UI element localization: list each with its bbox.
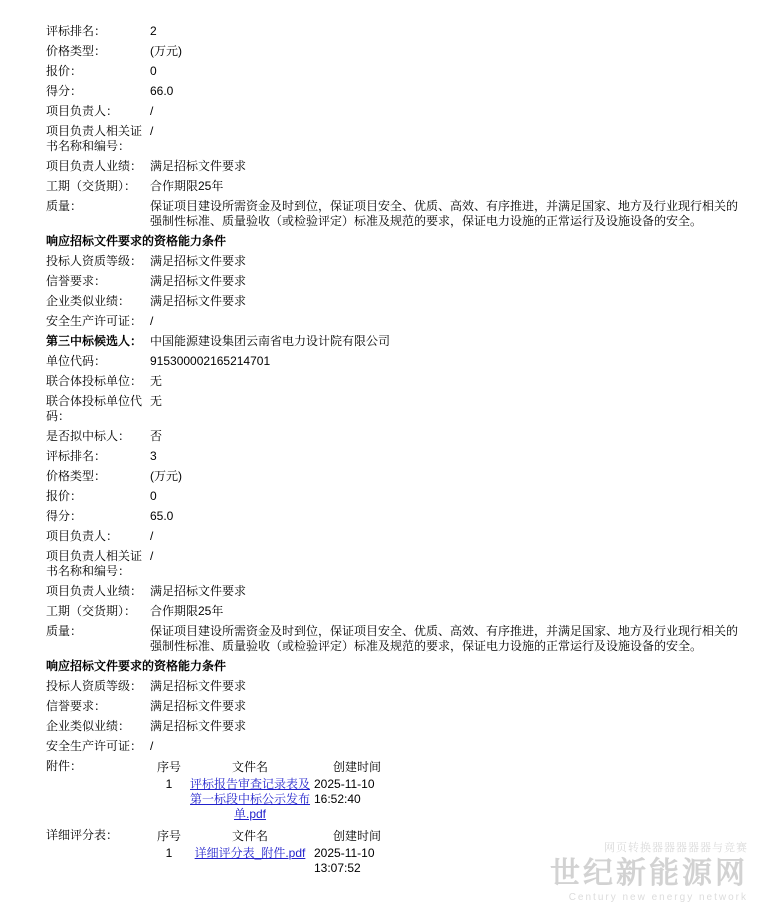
row-value: 保证项目建设所需资金及时到位，保证项目安全、优质、高效、有序推进，并满足国家、地方及行业现行相关的强制性标准、质量验收（或检验评定）标准及规范的要求，保证电力设施的正常运行及设施设备的安全。	[150, 624, 739, 653]
table-row-section-title	[46, 232, 746, 252]
table-row	[46, 272, 746, 292]
row-value: 满足招标文件要求	[150, 699, 247, 713]
row-label: 信誉要求：	[46, 699, 107, 713]
score-sheet-col-created: 创建时间	[332, 829, 381, 843]
score-sheet-header-row	[150, 828, 402, 845]
attachment-header-row	[150, 759, 402, 776]
table-row	[46, 527, 746, 547]
attachment-label: 附件：	[46, 759, 83, 773]
table-row	[46, 122, 746, 157]
row-label: 联合体投标单位代码：	[46, 394, 143, 423]
watermark-main-text: 世纪新能源网	[550, 857, 748, 890]
score-sheet-row-no: 1	[165, 846, 173, 860]
row-value: 2	[150, 24, 157, 38]
attachment-data-row	[150, 776, 402, 823]
row-value: 满足招标文件要求	[150, 254, 247, 268]
row-label: 安全生产许可证：	[46, 739, 143, 753]
row-value: /	[150, 529, 154, 543]
table-row	[46, 582, 746, 602]
row-value: 合作期限25年	[150, 604, 224, 618]
table-row	[46, 22, 746, 42]
row-label: 投标人资质等级：	[46, 679, 143, 693]
row-label: 质量：	[46, 624, 83, 638]
bid-candidate-details-table	[46, 22, 746, 880]
attachment-row-no: 1	[165, 777, 173, 791]
row-label: 信誉要求：	[46, 274, 107, 288]
row-label: 项目负责人相关证书名称和编号：	[46, 124, 143, 153]
row-label: 质量：	[46, 199, 83, 213]
row-label: 报价：	[46, 489, 83, 503]
row-value: 0	[150, 64, 157, 78]
third-candidate-name: 中国能源建设集团云南省电力设计院有限公司	[150, 334, 391, 348]
row-value: 65.0	[150, 509, 174, 523]
table-row	[46, 427, 746, 447]
table-row	[46, 177, 746, 197]
row-value: 满足招标文件要求	[150, 159, 247, 173]
row-label: 项目负责人：	[46, 529, 119, 543]
table-row	[46, 42, 746, 62]
table-row	[46, 292, 746, 312]
row-value: 915300002165214701	[150, 354, 271, 368]
row-value: 3	[150, 449, 157, 463]
row-label: 得分：	[46, 509, 83, 523]
table-row	[46, 197, 746, 232]
table-row	[46, 372, 746, 392]
row-label: 单位代码：	[46, 354, 107, 368]
table-row	[46, 157, 746, 177]
row-label: 企业类似业绩：	[46, 719, 131, 733]
row-value: 合作期限25年	[150, 179, 224, 193]
row-value: /	[150, 124, 154, 138]
row-value: /	[150, 314, 154, 328]
row-value: (万元)	[150, 469, 182, 483]
row-label: 项目负责人业绩：	[46, 159, 143, 173]
attachment-file-link-cell	[188, 776, 312, 823]
row-label: 价格类型：	[46, 469, 107, 483]
attachment-cell	[150, 757, 746, 826]
table-row	[46, 467, 746, 487]
row-label: 安全生产许可证：	[46, 314, 143, 328]
table-row	[46, 507, 746, 527]
row-value: 否	[150, 429, 163, 443]
row-value: 满足招标文件要求	[150, 274, 247, 288]
row-value: 66.0	[150, 84, 174, 98]
row-label: 得分：	[46, 84, 83, 98]
table-row	[46, 447, 746, 467]
score-sheet-file-link-cell	[188, 845, 312, 877]
score-sheet-label: 详细评分表：	[46, 828, 119, 842]
row-label: 价格类型：	[46, 44, 107, 58]
row-label: 评标排名：	[46, 24, 107, 38]
row-label: 报价：	[46, 64, 83, 78]
attachment-row	[46, 757, 746, 826]
score-sheet-row	[46, 826, 746, 880]
row-label: 项目负责人相关证书名称和编号：	[46, 549, 143, 578]
score-sheet-col-filename: 文件名	[231, 829, 268, 843]
section-title: 响应招标文件要求的资格能力条件	[46, 234, 227, 248]
row-label: 是否拟中标人：	[46, 429, 131, 443]
score-sheet-created-time: 2025-11-10 13:07:52	[314, 846, 375, 875]
table-row	[46, 62, 746, 82]
table-row	[46, 82, 746, 102]
row-value: /	[150, 104, 154, 118]
watermark-top-text: 网页转换器器器器器与竞赛	[604, 842, 748, 854]
row-label: 联合体投标单位：	[46, 374, 143, 388]
score-sheet-cell	[150, 826, 746, 880]
table-row	[46, 547, 746, 582]
row-label: 工期（交货期）：	[46, 604, 137, 618]
row-value: 满足招标文件要求	[150, 584, 247, 598]
third-candidate-label: 第三中标候选人：	[46, 334, 143, 348]
attachment-col-no: 序号	[156, 760, 181, 774]
row-label: 项目负责人业绩：	[46, 584, 143, 598]
row-value: 0	[150, 489, 157, 503]
table-row	[46, 252, 746, 272]
table-row	[46, 717, 746, 737]
attachment-col-filename: 文件名	[231, 760, 268, 774]
table-row	[46, 352, 746, 372]
row-label: 投标人资质等级：	[46, 254, 143, 268]
section-title: 响应招标文件要求的资格能力条件	[46, 659, 227, 673]
row-value: 无	[150, 374, 163, 388]
attachment-col-created: 创建时间	[332, 760, 381, 774]
score-sheet-col-no: 序号	[156, 829, 181, 843]
attachment-table	[150, 759, 402, 823]
row-value: 无	[150, 394, 163, 408]
table-row	[46, 677, 746, 697]
row-value: /	[150, 739, 154, 753]
table-row	[46, 602, 746, 622]
row-value: 满足招标文件要求	[150, 294, 247, 308]
table-row	[46, 622, 746, 657]
third-candidate-header-row	[46, 332, 746, 352]
table-row	[46, 102, 746, 122]
row-label: 项目负责人：	[46, 104, 119, 118]
row-value: 满足招标文件要求	[150, 679, 247, 693]
table-row	[46, 697, 746, 717]
row-value: 保证项目建设所需资金及时到位，保证项目安全、优质、高效、有序推进，并满足国家、地方及行业现行相关的强制性标准、质量验收（或检验评定）标准及规范的要求，保证电力设施的正常运行及设施设备的安全。	[150, 199, 739, 228]
table-row	[46, 392, 746, 427]
document-page	[0, 22, 758, 909]
table-row	[46, 737, 746, 757]
score-sheet-table	[150, 828, 402, 877]
table-row-section-title	[46, 657, 746, 677]
row-value: (万元)	[150, 44, 182, 58]
attachment-created-time: 2025-11-10 16:52:40	[314, 777, 375, 806]
row-label: 工期（交货期）：	[46, 179, 137, 193]
row-label: 企业类似业绩：	[46, 294, 131, 308]
row-value: 满足招标文件要求	[150, 719, 247, 733]
score-sheet-data-row	[150, 845, 402, 877]
row-label: 评标排名：	[46, 449, 107, 463]
table-row	[46, 487, 746, 507]
score-sheet-file-link[interactable]: 详细评分表_附件.pdf	[194, 846, 306, 860]
row-value: /	[150, 549, 154, 563]
table-row	[46, 312, 746, 332]
section-two-body	[46, 22, 746, 880]
watermark-sub-text: Century new energy network	[568, 892, 748, 903]
attachment-file-link[interactable]: 评标报告审查记录表及第一标段中标公示发布单.pdf	[190, 777, 311, 821]
